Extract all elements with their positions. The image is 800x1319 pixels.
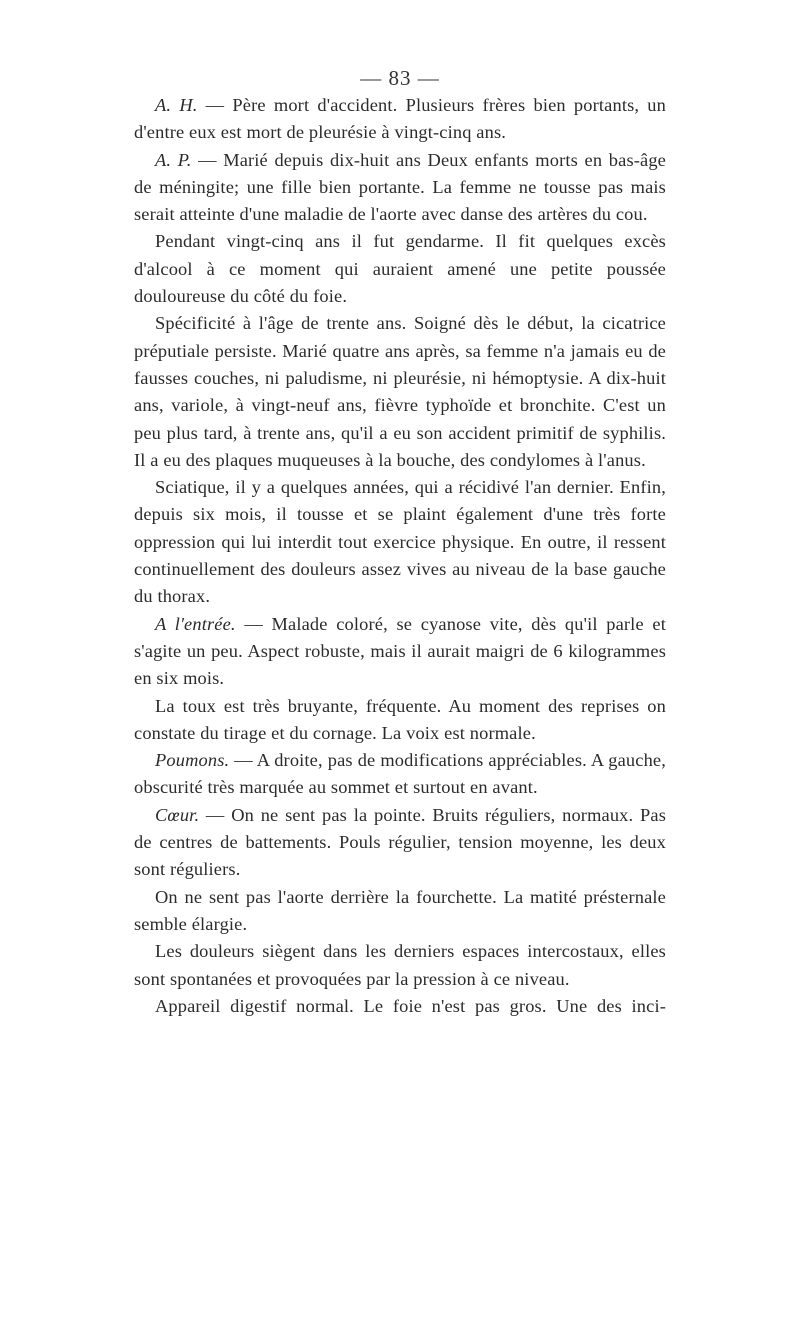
- paragraph: [134, 938, 666, 993]
- paragraph-lead: A. H.: [155, 95, 198, 115]
- paragraph-text: La toux est très bruyante, fréquente. Au moment des reprises on constate du tirage et du cornage. La voix est normale.: [134, 695, 666, 743]
- paragraph: [134, 993, 666, 1020]
- paragraph-text: — Malade coloré, se cyanose vite, dès qu'il parle et s'agite un peu. Aspect robuste, mais il aurait maigri de 6 kilogrammes en six mois.: [134, 613, 666, 689]
- paragraph-text: — Père mort d'accident. Plusieurs frères bien portants, un d'entre eux est mort de pleurésie à vingt-cinq ans.: [134, 95, 666, 143]
- paragraph: [134, 747, 666, 802]
- paragraph-lead: A l'entrée.: [155, 613, 236, 634]
- paragraph-text: — A droite, pas de modifications appréciables. A gauche, obscurité très marquée au sommet et surtout en avant.: [134, 750, 666, 798]
- paragraph: [134, 693, 666, 748]
- paragraph-text: Les douleurs siègent dans les derniers espaces intercostaux, elles sont spontanées et provoquées par la pression à ce niveau.: [134, 941, 666, 989]
- paragraph-lead: Cœur.: [155, 804, 200, 825]
- paragraph-text: — Marié depuis dix-huit ans Deux enfants morts en bas-âge de méningite; une fille bien portante. La femme ne tousse pas mais serait atteinte d'une maladie de l'aorte avec danse des artères du cou.: [134, 149, 666, 225]
- page-number: — 83 —: [360, 66, 440, 90]
- paragraph-lead: Poumons.: [155, 750, 230, 771]
- paragraph: [134, 474, 666, 610]
- paragraph: [134, 611, 666, 693]
- paragraph: [134, 147, 666, 229]
- paragraph-text: Sciatique, il y a quelques années, qui a récidivé l'an dernier. Enfin, depuis six mois, il tousse et se plaint également d'une très forte oppression qui lui interdit tout exercice physique. En outre, il ressent continuellement des douleurs assez vives au niveau de la base gauche du thorax.: [134, 477, 666, 607]
- paragraph: [134, 310, 666, 474]
- paragraph-text: On ne sent pas l'aorte derrière la fourchette. La matité présternale semble élargie.: [134, 886, 666, 934]
- paragraph-text: Pendant vingt-cinq ans il fut gendarme. Il fit quelques excès d'alcool à ce moment qui auraient amené une petite poussée douloureuse du côté du foie.: [134, 231, 666, 307]
- paragraph: [134, 802, 666, 884]
- paragraph-text: — On ne sent pas la pointe. Bruits réguliers, normaux. Pas de centres de battements. Pouls régulier, tension moyenne, les deux sont réguliers.: [134, 804, 666, 880]
- paragraph-lead: A. P.: [155, 149, 192, 170]
- body-text: [134, 92, 666, 1020]
- paragraph: [134, 92, 666, 147]
- paragraph-text: Spécificité à l'âge de trente ans. Soigné dès le début, la cicatrice préputiale persiste. Marié quatre ans après, sa femme n'a jamais eu de fausses couches, ni paludisme, ni pleurésie, ni hémoptysie. A dix-huit ans, variole, à vingt-neuf ans, fièvre typhoïde et bronchite. C'est un peu plus tard, à trente ans, qu'il a eu son accident primitif de syphilis. Il a eu des plaques muqueuses à la bouche, des condylomes à l'anus.: [134, 313, 666, 470]
- paragraph: [134, 884, 666, 939]
- paragraph-text: Appareil digestif normal. Le foie n'est pas gros. Une des inci-: [155, 995, 666, 1016]
- paragraph: [134, 228, 666, 310]
